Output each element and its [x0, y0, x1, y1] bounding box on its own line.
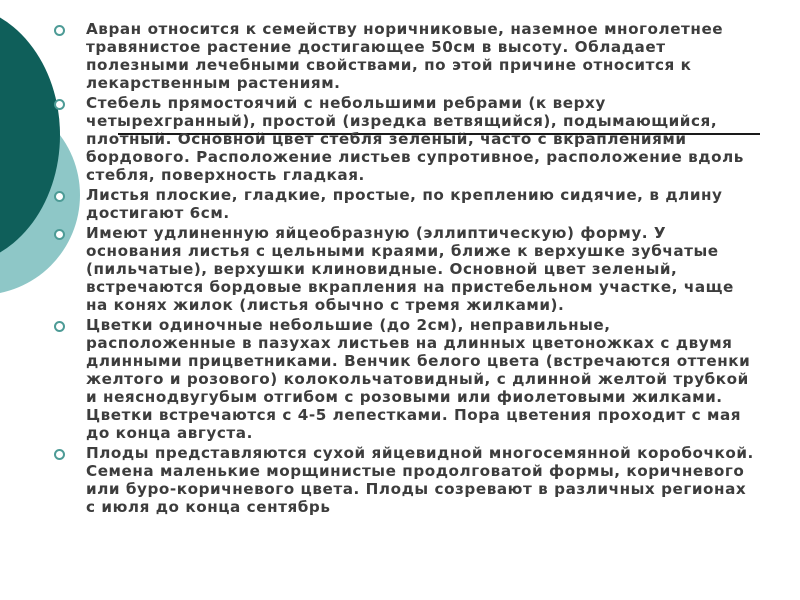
bullet-circle-icon — [54, 191, 65, 202]
bullet-text: Стебель прямостоячий с небольшими ребрами (к верху четырехгранный), простой (изредка ветвящийся), подымающийся, плотный. Основной цвет стебля зеленый, часто с вкраплениями бордового. Расположение листьев супротивное, расположение вдоль стебля, поверхность гладкая. — [86, 94, 744, 184]
bullet-item-stem — [52, 94, 760, 184]
bullet-text: Цветки одиночные небольшие (до 2см), неправильные, расположенные в пазухах листьев на длинных цветоножках с двумя длинными прицветниками. Венчик белого цвета (встречаются оттенки желтого и розового) колокольчатовидный, с длинной желтой трубкой и неяснодвугубым отгибом с розовыми или фиолетовыми жилками. Цветки встречаются с 4-5 лепестками. Пора цветения проходит с мая до конца августа. — [86, 316, 751, 442]
bullet-item-fruits — [52, 444, 760, 516]
bullet-item-flowers — [52, 316, 760, 442]
bullet-item-leaf-shape — [52, 224, 760, 314]
bullet-circle-icon — [54, 321, 65, 332]
bullet-circle-icon — [54, 449, 65, 460]
bullet-item-description — [52, 20, 760, 92]
bullet-text: Листья плоские, гладкие, простые, по креплению сидячие, в длину достигают 6см. — [86, 186, 723, 222]
bullet-text: Имеют удлиненную яйцеобразную (эллиптическую) форму. У основания листья с цельными краями, ближе к верхушке зубчатые (пильчатые), верхушки клиновидные. Основной цвет зеленый, встречаются бордовые вкрапления на пристебельном участке, чаще на конях жилок (листья обычно с тремя жилками). — [86, 224, 734, 314]
bullet-text: Авран относится к семейству норичниковые, наземное многолетнее травянистое растение достигающее 50см в высоту. Обладает полезными лечебными свойствами, по этой причине относится к лекарственным растениям. — [86, 20, 724, 92]
bullet-circle-icon — [54, 25, 65, 36]
bullet-item-leaves — [52, 186, 760, 222]
bullet-text: Плоды представляются сухой яйцевидной многосемянной коробочкой. Семена маленькие морщинистые продолговатой формы, коричневого или буро-коричневого цвета. Плоды созревают в различных регионах с июля до конца сентябрь — [86, 444, 754, 516]
bullet-circle-icon — [54, 99, 65, 110]
bullet-list — [52, 20, 760, 518]
bullet-circle-icon — [54, 229, 65, 240]
